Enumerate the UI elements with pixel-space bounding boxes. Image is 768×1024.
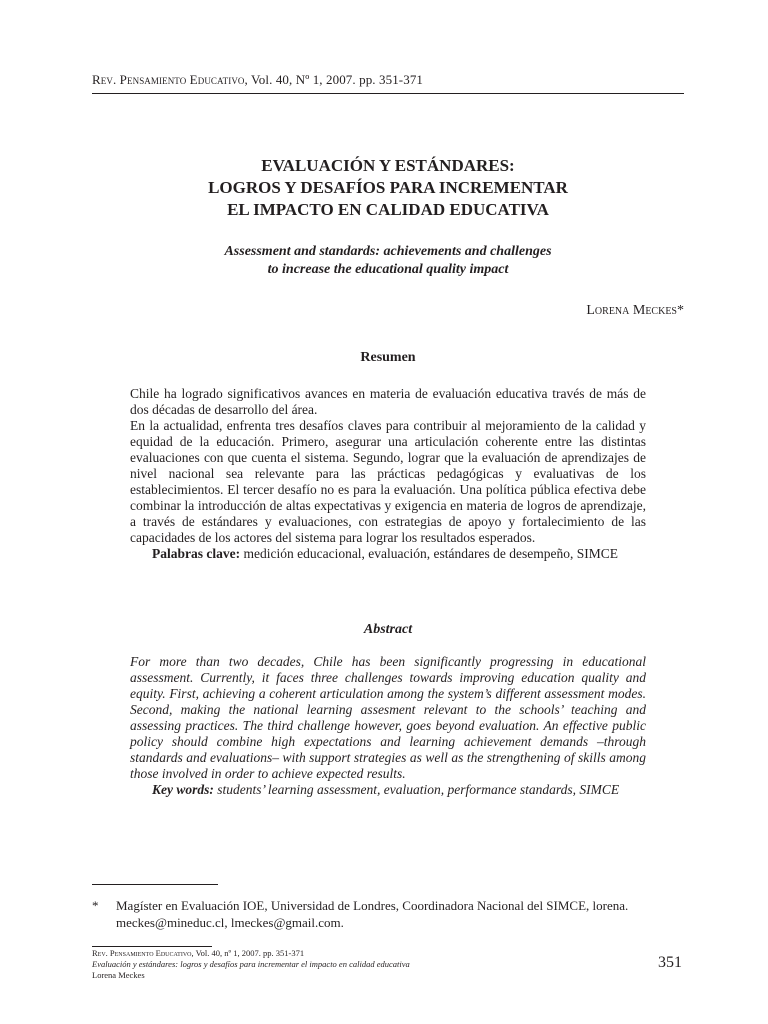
footer-citation [92,948,410,959]
key-words-text: students’ learning assessment, evaluation, performance standards, SIMCE [213,782,620,797]
article-title [92,155,684,221]
abstract-paragraph-1: For more than two decades, Chile has been significantly progressing in educational assessment. Currently, it faces three challenges towards improving education quality and equity. First, achieving a coherent articulation among the system’s different assessment modes. Second, making the national learning assesment relevant to the schools’ teaching and assessing practices. The third challenge however, goes beyond evaluation. An effective public policy should combine high expectations and learning achievement demands –through standards and evaluations– with support strategies as well as the strengthening of skills among those involved in order to achieve expected results. [130,654,646,781]
running-head [92,72,423,88]
footnote-rule [92,884,218,885]
footer-title: Evaluación y estándares: logros y desafíos para incrementar el impacto en calidad educativa [92,959,410,969]
keywords-label: Palabras clave: [152,546,241,561]
title-line-3: EL IMPACTO EN CALIDAD EDUCATIVA [227,200,549,219]
author-name: Lorena Meckes* [586,303,684,318]
footer-issue: , Vol. 40, nº 1, 2007. pp. 351-371 [191,948,305,958]
resumen-body [130,386,646,562]
title-line-2: LOGROS Y DESAFÍOS PARA INCREMENTAR [208,178,568,197]
footnote [92,897,686,931]
resumen-paragraph-2: En la actualidad, enfrenta tres desafíos claves para contribuir al mejoramiento de la calidad y equidad de la educación. Primero, asegurar una articulación coherente entre las distintas evaluaciones con que cuenta el sistema. Segundo, lograr que la evaluación de aprendizajes de nivel nacional sea relevante para las prácticas pedagógicas y evaluativas de los establecimientos. El tercer desafío no es para la evaluación. Una política pública efectiva debe combinar la introducción de altas expectativas y exigencia en materia de logros de aprendizaje, a través de estándares y evaluaciones, con estrategias de apoyo y fortalecimiento de las capacidades de los actores del sistema para lograr los resultados esperados. [130,418,646,545]
subtitle-line-1: Assessment and standards: achievements and challenges [224,244,552,259]
abstract-heading: Abstract [363,622,413,637]
page-footer [92,948,410,981]
article-subtitle [92,243,684,279]
page-number: 351 [658,954,682,971]
footnote-text: Magíster en Evaluación IOE, Universidad de Londres, Coordinadora Nacional del SIMCE, lorena. meckes@mineduc.cl, lmeckes@gmail.com. [116,898,629,930]
subtitle-line-2: to increase the educational quality impact [267,262,509,277]
footer-rule [92,946,212,947]
resumen-keywords [130,546,646,562]
journal-name: Rev. Pensamiento Educativo [92,72,245,87]
title-line-1: EVALUACIÓN Y ESTÁNDARES: [261,156,515,175]
footer-journal: Rev. Pensamiento Educativo [92,948,192,958]
abstract-keywords [130,782,646,798]
footer-author: Lorena Meckes [92,970,145,980]
header-rule [92,93,684,94]
resumen-paragraph-1: Chile ha logrado significativos avances en materia de evaluación educativa través de más de dos décadas de desarrollo del área. [130,386,646,417]
resumen-heading: Resumen [360,350,416,365]
issue-info: , Vol. 40, Nº 1, 2007. pp. 351-371 [244,72,424,87]
keywords-text: medición educacional, evaluación, estándares de desempeño, SIMCE [240,546,618,561]
abstract-body [130,654,646,798]
footnote-mark: * [92,898,99,913]
key-words-label: Key words: [152,782,214,797]
